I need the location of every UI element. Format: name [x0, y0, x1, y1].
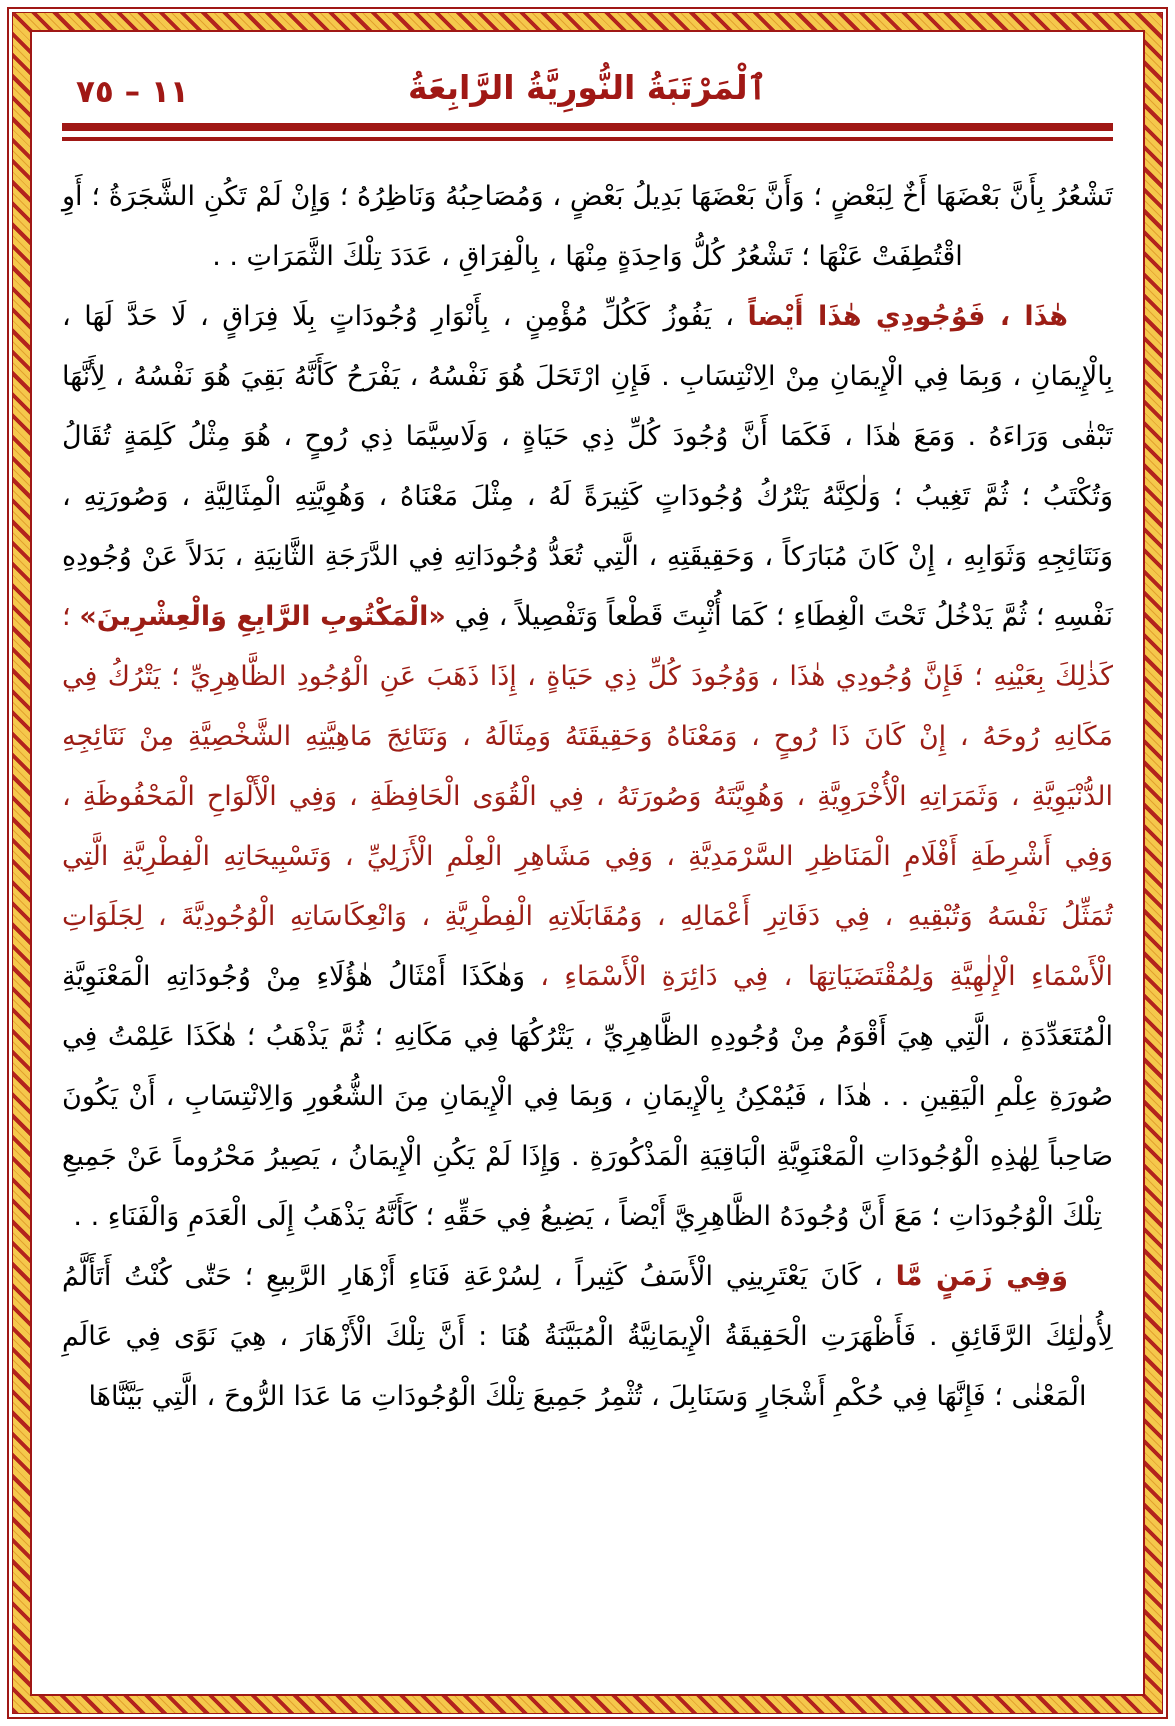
header-rule [62, 123, 1113, 141]
paragraph [62, 287, 1113, 1247]
page-body [62, 167, 1113, 1427]
text-segment: هٰذَا ، فَوُجُودِي هٰذَا أَيْضاً [747, 301, 1069, 332]
page-title: ٱلْمَرْتَبَةُ النُّورِيَّةُ الرَّابِعَةُ [407, 68, 768, 107]
paragraph [62, 167, 1113, 287]
text-segment: ، يَفُوزُ كَكُلِّ مُؤْمِنٍ ، بِأَنْوَارِ وُجُودَاتٍ بِلَا فِرَاقٍ ، لَا حَدَّ لَهَا ، بِالْإِيمَانِ ، وَبِمَا فِي الْإِيمَانِ مِنْ الِانْتِسَابِ . فَإِنِ ارْتَحَلَ هُوَ نَفْسُهُ ، يَفْرَحُ كَأَنَّهُ بَقِيَ هُوَ نَفْسُهُ ، لِأَنَّهَا تَبْقٰى وَرَاءَهُ . وَمَعَ هٰذَا ، فَكَمَا أَنَّ وُجُودَ كُلِّ ذِي حَيَاةٍ ، وَلَاسِيَّمَا ذِي رُوحٍ ، هُوَ مِثْلُ كَلِمَةٍ تُقَالُ وَتُكْتَبُ ؛ ثُمَّ تَغِيبُ ؛ وَلٰكِنَّهُ يَتْرُكُ وُجُودَاتٍ كَثِيرَةً لَهُ ، مِثْلَ مَعْنَاهُ ، وَهُوِيَّتِهِ الْمِثَالِيَّةِ ، وَصُورَتِهِ ، وَنَتَائِجِهِ وَثَوَابِهِ ، إِنْ كَانَ مُبَارَكاً ، وَحَقِيقَتِهِ ، الَّتِي تُعَدُّ وُجُودَاتِهِ فِي الدَّرَجَةِ الثَّانِيَةِ ، بَدَلاً عَنْ وُجُودِهِ نَفْسِهِ ؛ ثُمَّ يَدْخُلُ تَحْتَ الْغِطَاءِ ؛ كَمَا أُثْبِتَ قَطْعاً وَتَفْصِيلاً ، فِي [62, 301, 1113, 632]
text-segment: تَشْعُرُ بِأَنَّ بَعْضَهَا أَخٌ لِبَعْضٍ ؛ وَأَنَّ بَعْضَهَا بَدِيلُ بَعْضٍ ، وَمُصَاحِبُهُ وَنَاظِرُهُ ؛ وَإِنْ لَمْ تَكُنِ الشَّجَرَةُ ؛ أَوِ اقْتُطِفَتْ عَنْهَا ؛ تَشْعُرُ كُلُّ وَاحِدَةٍ مِنْهَا ، بِالْفِرَاقِ ، عَدَدَ تِلْكَ الثَّمَرَاتِ . . [62, 181, 1113, 272]
decorative-border-outer [7, 7, 1168, 1719]
page-content-area [30, 30, 1145, 1696]
text-segment: وَهٰكَذَا أَمْثَالُ هٰؤُلَاءِ مِنْ وُجُودَاتِهِ الْمَعْنَوِيَّةِ الْمُتَعَدِّدَةِ ، الَّتِي هِيَ أَقْوَمُ مِنْ وُجُودِهِ الظَّاهِرِيِّ ، يَتْرُكُهَا فِي مَكَانِهِ ؛ ثُمَّ يَذْهَبُ ؛ هٰكَذَا عَلِمْتُ فِي صُورَةِ عِلْمِ الْيَقِينِ . . هٰذَا ، فَيُمْكِنُ بِالْإِيمَانِ ، وَبِمَا فِي الْإِيمَانِ مِنَ الشُّعُورِ وَالِانْتِسَابِ ، أَنْ يَكُونَ صَاحِباً لِهٰذِهِ الْوُجُودَاتِ الْمَعْنَوِيَّةِ الْبَاقِيَةِ الْمَذْكُورَةِ . وَإِذَا لَمْ يَكُنِ الْإِيمَانُ ، يَصِيرُ مَحْرُوماً عَنْ جَمِيعِ تِلْكَ الْوُجُودَاتِ ؛ مَعَ أَنَّ وُجُودَهُ الظَّاهِرِيَّ أَيْضاً ، يَضِيعُ فِي حَقِّهِ ؛ كَأَنَّهُ يَذْهَبُ إِلَى الْعَدَمِ وَالْفَنَاءِ . . [62, 961, 1113, 1232]
text-segment: ؛ كَذٰلِكَ بِعَيْنِهِ ؛ فَإِنَّ وُجُودِي هٰذَا ، وَوُجُودَ كُلِّ ذِي حَيَاةٍ ، إِذَا ذَهَبَ عَنِ الْوُجُودِ الظَّاهِرِيِّ ؛ يَتْرُكُ فِي مَكَانِهِ رُوحَهُ ، إِنْ كَانَ ذَا رُوحٍ ، وَمَعْنَاهُ وَحَقِيقَتَهُ وَمِثَالَهُ ، وَنَتَائِجَ مَاهِيَّتِهِ الشَّخْصِيَّةِ مِنْ نَتَائِجِهِ الدُّنْيَوِيَّةِ ، وَثَمَرَاتِهِ الْأُخْرَوِيَّةِ ، وَهُوِيَّتَهُ وَصُورَتَهُ ، فِي الْقُوَى الْحَافِظَةِ ، وَفِي الْأَلْوَاحِ الْمَحْفُوظَةِ ، وَفِي أَشْرِطَةِ أَفْلَامِ الْمَنَاظِرِ السَّرْمَدِيَّةِ ، وَفِي مَشَاهِرِ الْعِلْمِ الْأَزَلِيِّ ، وَتَسْبِيحَاتِهِ الْفِطْرِيَّةِ الَّتِي تُمَثِّلُ نَفْسَهُ وَتُبْقِيهِ ، فِي دَفَاتِرِ أَعْمَالِهِ ، وَمُقَابَلَاتِهِ الْفِطْرِيَّةِ ، وَانْعِكَاسَاتِهِ الْوُجُودِيَّةَ ، لِجَلَوَاتِ الْأَسْمَاءِ الْإِلٰهِيَّةِ وَلِمُقْتَضَيَاتِهَا ، فِي دَائِرَةِ الْأَسْمَاءِ ، [62, 601, 1113, 992]
decorative-border-band [12, 12, 1163, 1714]
text-segment: ، كَانَ يَعْتَرِينِي الْأَسَفُ كَثِيراً ، لِسُرْعَةِ فَنَاءِ أَزْهَارِ الرَّبِيعِ ؛ حَتّٰى كُنْتُ أَتَأَلَّمُ لِأُولٰئِكَ الرَّقَائِقِ . فَأَظْهَرَتِ الْحَقِيقَةُ الْإِيمَانِيَّةُ الْمُبَيَّنَةُ هُنَا : أَنَّ تِلْكَ الْأَزْهَارَ ، هِيَ نَوًى فِي عَالَمِ الْمَعْنٰى ؛ فَإِنَّهَا فِي حُكْمِ أَشْجَارٍ وَسَنَابِلَ ، تُثْمِرُ جَمِيعَ تِلْكَ الْوُجُودَاتِ مَا عَدَا الرُّوحَ ، الَّتِي بَيَّنَّاهَا [62, 1261, 1113, 1412]
text-segment: وَفِي زَمَنٍ مَّا [895, 1261, 1068, 1292]
text-segment: «الْمَكْتُوبِ الرَّابِعِ وَالْعِشْرِينَ» [79, 601, 446, 632]
page-number: ١١ – ٧٥ [76, 74, 189, 110]
paragraph [62, 1247, 1113, 1427]
page-header [62, 68, 1113, 110]
